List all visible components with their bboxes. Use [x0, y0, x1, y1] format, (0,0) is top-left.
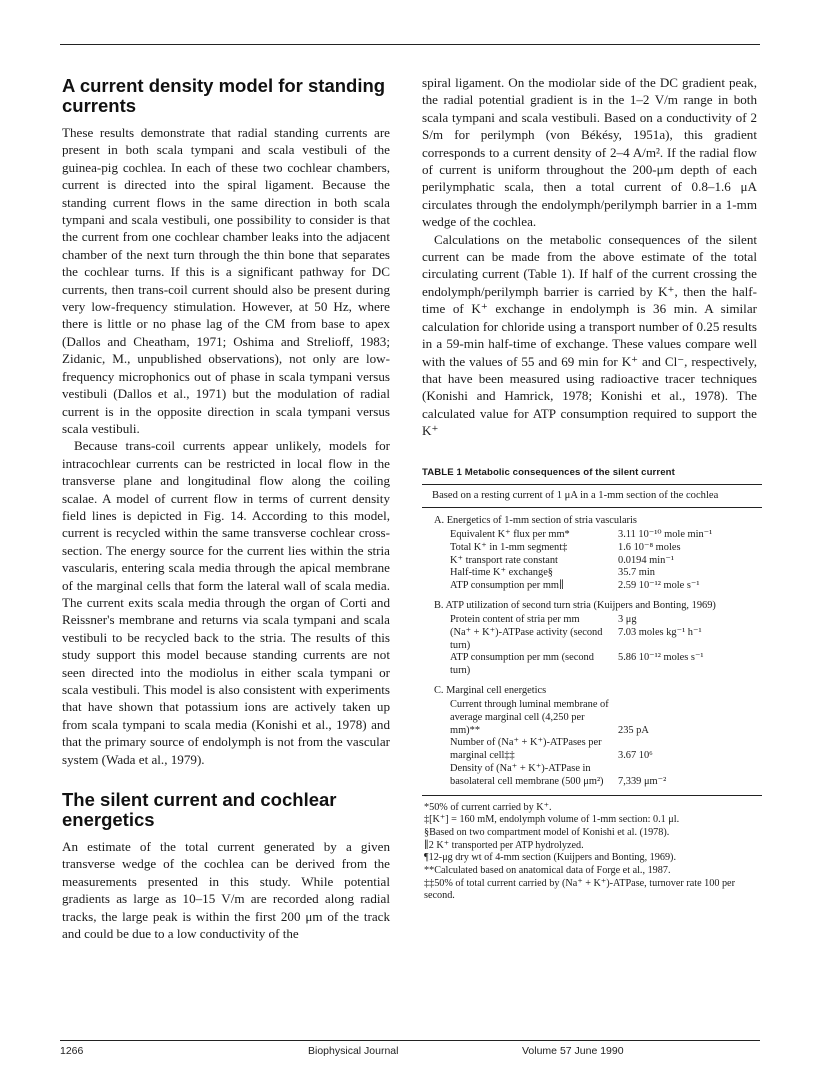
left-column	[62, 74, 390, 942]
row-label: K⁺ transport rate constant	[450, 554, 558, 566]
table-row	[434, 614, 762, 627]
footnote: ‡‡50% of total current carried by (Na⁺ + K⁺)-ATPase, turnover rate 100 per second.	[424, 877, 735, 901]
journal-name: Biophysical Journal	[308, 1045, 399, 1057]
table-footnotes	[422, 802, 762, 903]
footnote: §Based on two compartment model of Konishi et al. (1978).	[424, 826, 670, 838]
table-row	[434, 555, 762, 568]
footnote: **Calculated based on anatomical data of Forge et al., 1987.	[424, 865, 671, 877]
row-label: Current through luminal membrane of average marginal cell (4,250 per mm)**	[450, 698, 609, 736]
footer-rule	[60, 1040, 760, 1041]
row-value: 3 μg	[618, 613, 637, 625]
table-row	[434, 699, 762, 737]
row-label: Number of (Na⁺ + K⁺)-ATPases per marginal cell‡‡	[450, 737, 602, 762]
table-row	[434, 580, 762, 593]
table-section-title: A. Energetics of 1-mm section of stria vascularis	[434, 515, 637, 526]
row-label: Density of (Na⁺ + K⁺)-ATPase in basolateral cell membrane (500 μm²)	[450, 762, 604, 787]
row-value: 235 pA	[618, 724, 649, 736]
table-1	[422, 467, 762, 903]
row-value: 3.11 10⁻¹⁰ mole min⁻¹	[618, 529, 713, 540]
row-value: 2.59 10⁻¹² mole s⁻¹	[618, 580, 700, 592]
row-value: 7.03 moles kg⁻¹ h⁻¹	[618, 626, 702, 638]
section-heading-current-density: A current density model for standing currents	[62, 75, 386, 116]
footnote: ¶12-μg dry wt of 4-mm section (Kuijpers and Bonting, 1969).	[424, 852, 676, 864]
row-label: ATP consumption per mm∥	[450, 580, 564, 592]
page-number: 1266	[60, 1045, 84, 1057]
table-title: TABLE 1 Metabolic consequences of the silent current	[422, 467, 675, 478]
row-label: Total K⁺ in 1-mm segment‡	[450, 541, 568, 553]
row-label: Equivalent K⁺ flux per mm*	[450, 529, 570, 540]
table-row	[434, 567, 762, 580]
table-row	[434, 627, 762, 653]
table-section-title: C. Marginal cell energetics	[434, 684, 547, 696]
table-caption: Based on a resting current of 1 μA in a 1-mm section of the cochlea	[432, 490, 719, 501]
right-column	[422, 74, 757, 440]
paragraph: Calculations on the metabolic consequences of the silent current can be made from the above estimate of the total circulating current (Table 1). If half of the current crossing the endolymph/perilymph barrier is carried by K⁺, then the half-time of K⁺ exchange in endolymph is 36 min. A similar calculation for chloride using a transport number of 0.25 results in a 59-min half-time of exchange. These values compare well with the values of 55 and 69 min for K⁺ and Cl⁻, respectively, that have been measured using radioactive tracer techniques (Konishi and Hamrick, 1978; Konishi et al., 1978). The calculated value for ATP consumption required to support the K⁺	[422, 231, 757, 439]
row-label: Half-time K⁺ exchange§	[450, 567, 553, 579]
paragraph: spiral ligament. On the modiolar side of the DC gradient peak, the radial potential gradient is in the 1–2 V/m range in both scala tympani and scala vestibuli. Based on a conductivity of 2 S/m for perilymph (von Békésy, 1951a), this gradient corresponds to a current density of 2–4 A/m². If the radial flow of current is uniform throughout the 200-μm depth of each perilymphatic scala, then a total current of 0.8–1.6 μA circulates through the endolymph/perilymph barrier in a 1-mm wedge of the cochlea.	[422, 75, 757, 230]
table-row	[434, 542, 762, 555]
row-value: 0.0194 min⁻¹	[618, 554, 674, 566]
row-label: Protein content of stria per mm	[450, 613, 580, 625]
table-row	[434, 763, 762, 789]
footnote: *50% of current carried by K⁺.	[424, 801, 552, 813]
table-row	[434, 652, 762, 678]
row-value: 3.67 10⁶	[618, 750, 653, 762]
paragraph: These results demonstrate that radial standing currents are present in both scala tympani and scala vestibuli of the guinea-pig cochlea. In each of these two cochlear chambers, current is directed into the spiral ligament. Because the standing current flows in the same direction in both scala tympani and scala vestibuli, one possibility to consider is that the current from one cochlear chamber leaks into the adjacent chamber of the next turn through the thin bone that separates the cochlear turns. If this is a significant pathway for DC currents, then trans-coil current should also be present during very low-frequency stimulation. However, at 50 Hz, where there is little or no phase lag of the CM from base to apex (Dallos and Cheatham, 1971; Oshima and Strelioff, 1983; Zidanic, M., unpublished observations), not only are low-frequency microphonics out of phase in scala tympani versus vestibuli (Dallos et al., 1971) but the modulation of radial current is in the opposite direction in scala tympani versus scala vestibuli.	[62, 125, 390, 436]
row-label: (Na⁺ + K⁺)-ATPase activity (second turn)	[450, 626, 603, 651]
paragraph: An estimate of the total current generated by a given transverse wedge of the cochlea can be derived from the measurements presented in this study. While potential gradients as large as 10–15 V/m are recorded along radial tracks, the large peak is within the first 200 μm of the track and could be due to a low conductivity of the	[62, 839, 390, 942]
footnote: ∥2 K⁺ transported per ATP hydrolyzed.	[424, 839, 584, 851]
footnote: ‡[K⁺] = 160 mM, endolymph volume of 1-mm section: 0.1 μl.	[424, 814, 680, 826]
row-value: 5.86 10⁻¹² moles s⁻¹	[618, 652, 704, 664]
table-section-b	[434, 599, 762, 678]
issue-info: Volume 57 June 1990	[522, 1045, 624, 1057]
paragraph: Because trans-coil currents appear unlikely, models for intracochlear currents can be restricted in local flow in the transverse plane and longitudinal flow along the coiling scalae. A model of current flow in terms of current density field lines is depicted in Fig. 14. According to this model, current is recycled within the same transverse cochlear cross-section. The energy source for the current lies within the stria vascularis, entering scala media through the apical membrane of the marginal cells that form the lateral wall of scala media. The current exits scala media through the organ of Corti and Reissner's membrane and returns via scala tympani and scala vestibuli to be recycled back to the stria. The results of this study support this model because standing currents are not seen directed into the modiolus in either scala tympani or scala vestibuli. This model is also consistent with experiments that have shown that potassium ions are actively taken up from scala tympani to scala media (Konishi et al., 1978) and that the primary source of endolymph is not from the vascular system (Wada et al., 1979).	[62, 438, 390, 767]
row-value: 1.6 10⁻⁸ moles	[618, 541, 681, 553]
table-section-title: B. ATP utilization of second turn stria (Kuijpers and Bonting, 1969)	[434, 599, 716, 611]
table-row	[434, 737, 762, 763]
top-rule	[60, 44, 760, 45]
table-section-c	[434, 684, 762, 789]
section-heading-silent-current: The silent current and cochlear energetics	[62, 789, 337, 831]
row-label: ATP consumption per mm (second turn)	[450, 652, 594, 677]
row-value: 7,339 μm⁻²	[618, 775, 667, 787]
table-section-a	[434, 514, 762, 593]
table-rule	[422, 795, 762, 796]
table-row	[434, 529, 762, 542]
table-rule	[422, 507, 762, 508]
row-value: 35.7 min	[618, 567, 655, 579]
